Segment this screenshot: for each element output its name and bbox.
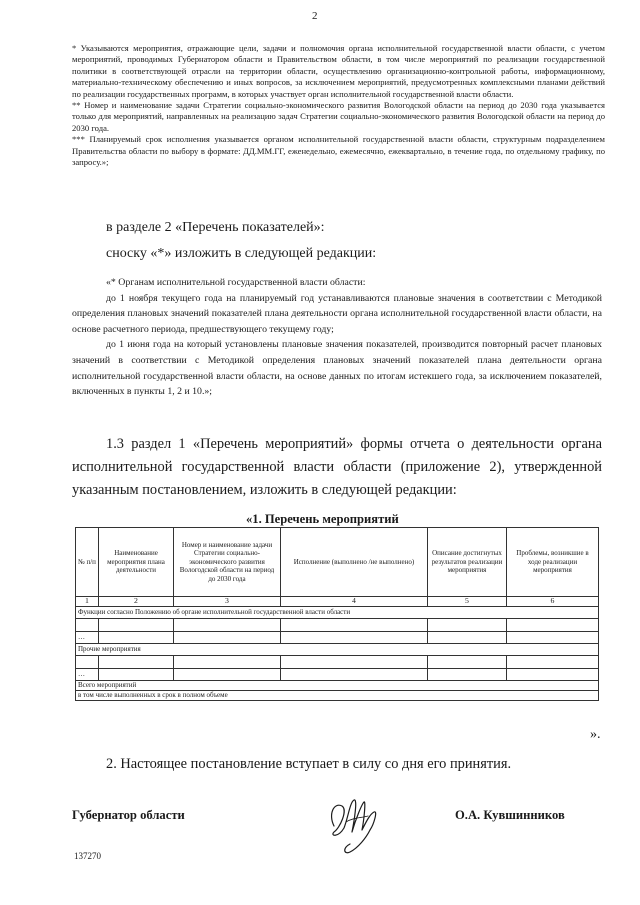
header-number: № п/п [76,528,99,597]
table-cell [99,631,174,644]
footnote-2: ** Номер и наименование задачи Стратегии социально-экономического развития Вологодской области на период до 2030 года указывается только для мероприятий, направленных на реализацию задач Стратегии социально-экономического развития Вологодской области на период до 2030 года. [72,100,605,133]
table-cell [507,619,599,632]
table-cell [174,656,281,669]
table-row [76,656,599,669]
table-cell [281,631,428,644]
table-cell [507,668,599,681]
header-strategy-task: Номер и наименование задачи Стратегии социально-экономического развития Вологодской области на период до 2030 года [174,528,281,597]
footnote-3: *** Планируемый срок исполнения указывается органом исполнительной государственной власти области, структурным подразделением Правительства области по выбору в формате: ДД.ММ.ГГ, еженедельно, ежемесячно, ежеквартально, в течение года, по отдельному графику, по запросу.»; [72,134,605,168]
table-cell [99,656,174,669]
table-cell [428,631,507,644]
ellipsis-cell: … [76,668,99,681]
header-execution: Исполнение (выполнено /не выполнено) [281,528,428,597]
table-title: «1. Перечень мероприятий [246,512,399,526]
column-number: 5 [428,597,507,607]
header-measure-name: Наименование мероприятия плана деятельности [99,528,174,597]
column-number: 2 [99,597,174,607]
table-cell [281,668,428,681]
table-cell [99,619,174,632]
table-cell [428,656,507,669]
header-results: Описание достигнутых результатов реализации мероприятия [428,528,507,597]
signer-name: О.А. Кувшинников [455,808,565,822]
quote-paragraph-3: до 1 июня года на который установлены плановые значения показателей, производится повторный расчет плановых значений в соответствии с Методикой определения плановых значений показателей плана деятельности органа исполнительной государственной власти области, на основе данных по итогам истекшего года, за исключением показателей, включенных в пункты 1, 2 и 10.»; [72,339,602,398]
section-other: Прочие мероприятия [76,644,599,656]
table-cell [428,668,507,681]
footnote-1: * Указываются мероприятия, отражающие цели, задачи и полномочия органа исполнительной государственной власти области, с учетом мероприятий, проводимых Губернатором области и Правительством области, в том числе мероприятий по реализации государственной политики в соответствующей отрасли на территории области, осуществлению организационно-контрольной работы, информационному, материально-техническому обеспечению и иных вопросов, за исключением мероприятий, предусмотренных комплексными планами действий по реализации государственных программ, в которых участвует орган исполнительной государственной власти области. [72,43,605,99]
table-cell [507,631,599,644]
quote-paragraph-2: до 1 ноября текущего года на планируемый год устанавливаются плановые значения в соответствии с Методикой определения плановых значений показателей плана деятельности органа исполнительной государственной власти области, на основе расчетного периода, предшествующего текущему году; [72,292,602,335]
quote-paragraph-1: «* Органам исполнительной государственной власти области: [106,277,366,288]
table-row [76,619,599,632]
table-cell [281,619,428,632]
footnote-instruction: сноску «*» изложить в следующей редакции: [106,246,377,261]
table-total-row [76,681,599,691]
signer-position: Губернатор области [72,808,185,822]
header-problems: Проблемы, возникшие в ходе реализации мероприятия [507,528,599,597]
table-cell [174,619,281,632]
footnotes [72,43,605,168]
table-header-row [76,528,599,597]
table-cell [76,619,99,632]
table-column-numbers-row [76,597,599,607]
ellipsis-cell: … [76,631,99,644]
section-line: в разделе 2 «Перечень показателей»: [106,220,325,235]
in-time-label: в том числе выполненных в срок в полном объеме [76,691,599,701]
quoted-footnote [72,275,602,400]
table-cell [428,619,507,632]
table-row [76,631,599,644]
table-cell [99,668,174,681]
table-cell [281,656,428,669]
item-1-3-text: 1.3 раздел 1 «Перечень мероприятий» формы отчета о деятельности органа исполнительной государственной власти области (приложение 2), утвержденной указанным постановлением, изложить в следующей редакции: [72,436,602,498]
table-cell [76,656,99,669]
table-section-row [76,607,599,619]
measures-table [75,527,599,701]
table-closing: ». [590,727,601,742]
page-number: 2 [312,10,318,22]
handwritten-signature [320,788,390,860]
item-1-3 [72,433,602,502]
table-row [76,668,599,681]
table-cell [174,631,281,644]
table-in-time-row [76,691,599,701]
total-label: Всего мероприятий [76,681,599,691]
item-2: 2. Настоящее постановление вступает в силу со дня его принятия. [106,756,512,772]
column-number: 6 [507,597,599,607]
table-section-row [76,644,599,656]
section-functions: Функции согласно Положению об органе исполнительной государственной власти области [76,607,599,619]
document-code: 137270 [74,851,101,861]
column-number: 3 [174,597,281,607]
column-number: 1 [76,597,99,607]
table-cell [174,668,281,681]
column-number: 4 [281,597,428,607]
table-cell [507,656,599,669]
